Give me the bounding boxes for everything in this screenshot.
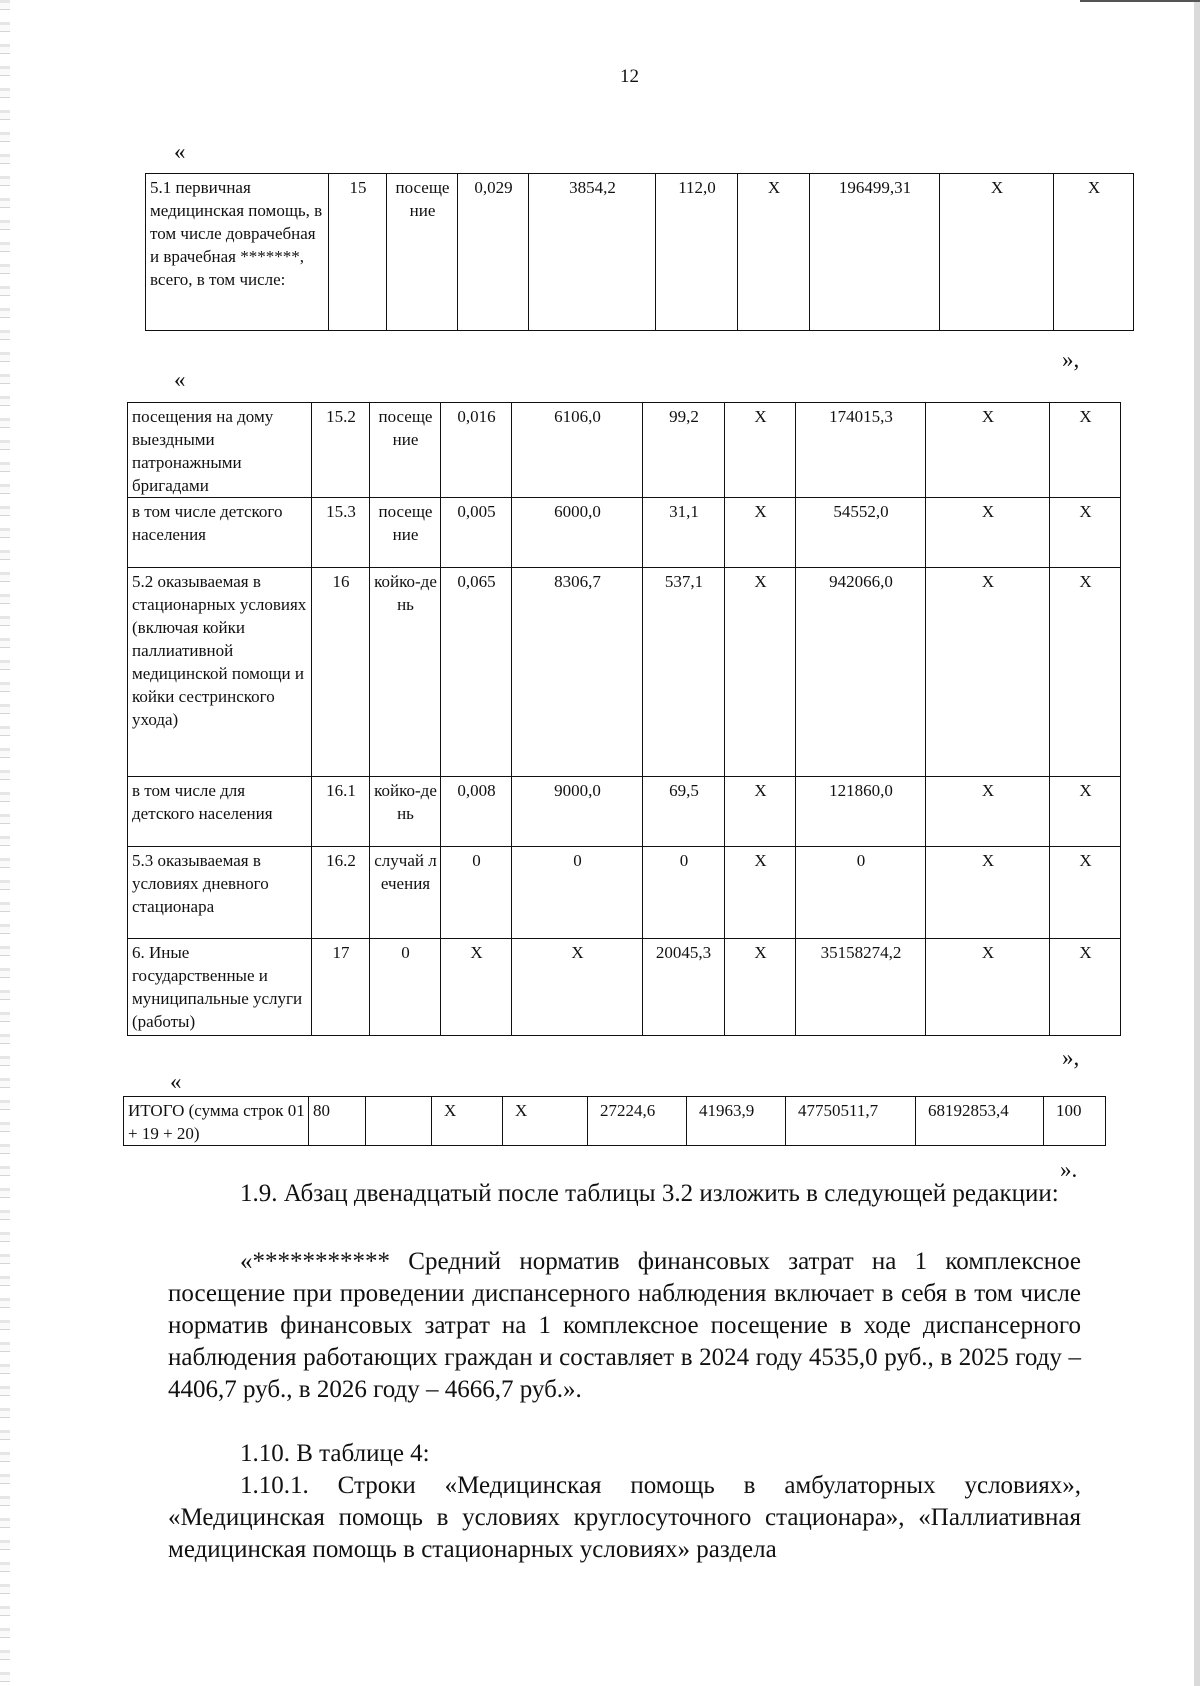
row-value: Х xyxy=(738,174,810,331)
row-value: Х xyxy=(725,939,796,1036)
row-value: 121860,0 xyxy=(796,777,926,847)
table-total xyxy=(123,1096,1106,1146)
row-unit: посещение xyxy=(370,403,441,498)
row-code: 16 xyxy=(312,568,370,777)
row-value: 20045,3 xyxy=(643,939,725,1036)
row-value: 9000,0 xyxy=(512,777,643,847)
row-unit: койко-день xyxy=(370,777,441,847)
row-value: 0,016 xyxy=(441,403,512,498)
row-code: 16.1 xyxy=(312,777,370,847)
row-value: 31,1 xyxy=(643,498,725,568)
table-row xyxy=(128,777,1121,847)
row-value: 112,0 xyxy=(656,174,738,331)
row-value: Х xyxy=(926,568,1050,777)
row-value: Х xyxy=(441,939,512,1036)
row-value: 0,008 xyxy=(441,777,512,847)
table-palliative xyxy=(127,402,1121,1036)
row-value: Х xyxy=(926,498,1050,568)
table-row xyxy=(128,403,1121,498)
row-code: 15.3 xyxy=(312,498,370,568)
row-name: в том числе для детского населения xyxy=(128,777,312,847)
row-value: Х xyxy=(926,777,1050,847)
row-value: 35158274,2 xyxy=(796,939,926,1036)
row-code: 16.2 xyxy=(312,847,370,939)
row-value: Х xyxy=(1050,498,1121,568)
scan-right-edge xyxy=(1194,0,1200,1686)
row-name: 5.2 оказываемая в стационарных условиях (включая койки паллиативной медицинской помощи и койки сестринского ухода) xyxy=(128,568,312,777)
row-value: Х xyxy=(940,174,1054,331)
row-code: 80 xyxy=(309,1097,366,1146)
paragraph-1-10-1: 1.10.1. Строки «Медицинская помощь в амбулаторных условиях», «Медицинская помощь в условиях круглосуточного стационара», «Паллиативная медицинская помощь в стационарных условиях» раздела xyxy=(168,1472,1081,1563)
row-value: Х xyxy=(1050,568,1121,777)
table-row xyxy=(128,568,1121,777)
close-quote: ». xyxy=(1060,1157,1078,1182)
row-name: посещения на дому выездными патронажными бригадами xyxy=(128,403,312,498)
scan-left-edge xyxy=(0,0,10,1686)
row-value: 942066,0 xyxy=(796,568,926,777)
row-value: Х xyxy=(725,847,796,939)
row-unit: случай лечения xyxy=(370,847,441,939)
row-value: 0,029 xyxy=(458,174,529,331)
row-value: 0,005 xyxy=(441,498,512,568)
open-quote: « xyxy=(170,1069,182,1094)
row-value: 0 xyxy=(441,847,512,939)
row-name: 6. Иные государственные и муниципальные услуги (работы) xyxy=(128,939,312,1036)
row-value: Х xyxy=(725,568,796,777)
table-row xyxy=(128,939,1121,1036)
row-code: 15 xyxy=(329,174,387,331)
row-value: Х xyxy=(926,847,1050,939)
row-value: 6106,0 xyxy=(512,403,643,498)
row-value: Х xyxy=(725,403,796,498)
row-value: 54552,0 xyxy=(796,498,926,568)
scan-top-edge xyxy=(1080,0,1200,2)
row-value: Х xyxy=(926,403,1050,498)
row-name: 5.1 первичная медицинская помощь, в том числе доврачебная и врачебная *******, всего, в том числе: xyxy=(146,174,329,331)
table-row xyxy=(128,498,1121,568)
row-value: 0,065 xyxy=(441,568,512,777)
row-value: 68192853,4 xyxy=(916,1097,1044,1146)
table-row xyxy=(124,1097,1106,1146)
row-name: ИТОГО (сумма строк 01 + 19 + 20) xyxy=(124,1097,309,1146)
row-value: 27224,6 xyxy=(588,1097,687,1146)
row-value: Х xyxy=(512,939,643,1036)
row-name: в том числе детского населения xyxy=(128,498,312,568)
open-quote: « xyxy=(174,367,186,392)
paragraph-1-10: 1.10. В таблице 4: xyxy=(240,1440,430,1467)
row-value: 99,2 xyxy=(643,403,725,498)
row-unit xyxy=(366,1097,432,1146)
row-value: 0 xyxy=(643,847,725,939)
row-value: Х xyxy=(1054,174,1134,331)
row-value: 6000,0 xyxy=(512,498,643,568)
row-value: 69,5 xyxy=(643,777,725,847)
close-quote: », xyxy=(1062,347,1080,372)
row-value: 537,1 xyxy=(643,568,725,777)
table-primary-care xyxy=(145,173,1134,331)
row-value: 0 xyxy=(796,847,926,939)
row-value: 174015,3 xyxy=(796,403,926,498)
row-value: Х xyxy=(503,1097,588,1146)
row-code: 17 xyxy=(312,939,370,1036)
row-unit: 0 xyxy=(370,939,441,1036)
table-row xyxy=(128,847,1121,939)
row-value: 8306,7 xyxy=(512,568,643,777)
page-number: 12 xyxy=(620,66,639,87)
row-value: Х xyxy=(432,1097,503,1146)
row-unit: посещение xyxy=(370,498,441,568)
table-row xyxy=(146,174,1134,331)
row-code: 15.2 xyxy=(312,403,370,498)
row-value: 0 xyxy=(512,847,643,939)
row-value: Х xyxy=(725,498,796,568)
row-value: Х xyxy=(1050,939,1121,1036)
row-value: Х xyxy=(926,939,1050,1036)
row-value: 41963,9 xyxy=(687,1097,786,1146)
row-value: 100 xyxy=(1044,1097,1106,1146)
row-name: 5.3 оказываемая в условиях дневного стационара xyxy=(128,847,312,939)
row-unit: койко-день xyxy=(370,568,441,777)
close-quote: », xyxy=(1062,1045,1080,1070)
row-value: Х xyxy=(1050,777,1121,847)
row-value: 3854,2 xyxy=(529,174,656,331)
row-unit: посещение xyxy=(387,174,458,331)
paragraph-footnote: «*********** Средний норматив финансовых затрат на 1 комплексное посещение при проведении диспансерного наблюдения включает в себя в том числе норматив финансовых затрат на 1 комплексное посещение в ходе диспансерного наблюдения работающих граждан и составляет в 2024 году 4535,0 руб., в 2025 году – 4406,7 руб., в 2026 году – 4666,7 руб.». xyxy=(168,1248,1081,1403)
open-quote: « xyxy=(174,139,186,164)
row-value: Х xyxy=(1050,847,1121,939)
row-value: 47750511,7 xyxy=(786,1097,916,1146)
row-value: Х xyxy=(1050,403,1121,498)
row-value: 196499,31 xyxy=(810,174,940,331)
row-value: Х xyxy=(725,777,796,847)
paragraph-1-9: 1.9. Абзац двенадцатый после таблицы 3.2 изложить в следующей редакции: xyxy=(240,1180,1059,1207)
